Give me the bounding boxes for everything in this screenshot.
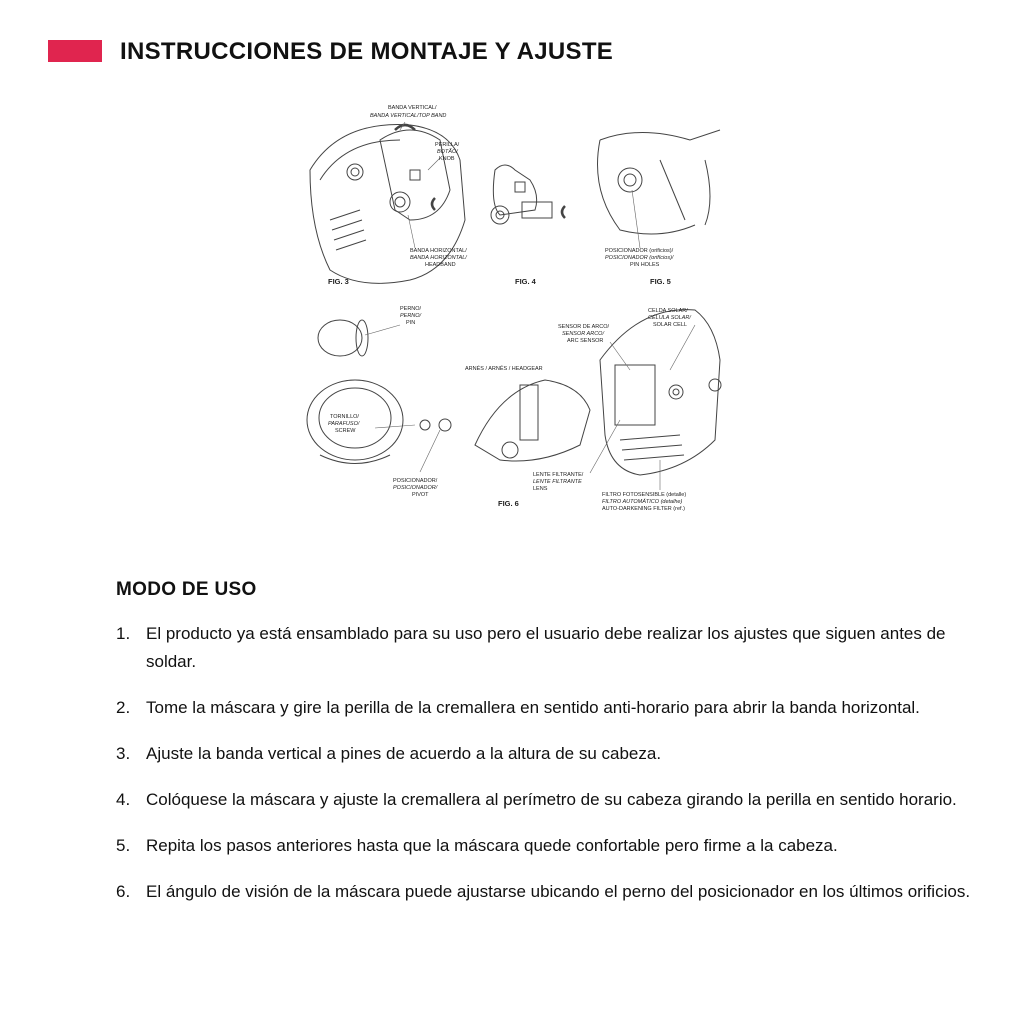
label-solar-cell-1: CELDA SOLAR/ [648, 308, 688, 314]
list-item [116, 832, 996, 860]
assembly-diagram [300, 100, 740, 520]
label-arc-sensor-3: ARC SENSOR [567, 338, 604, 344]
fig4-label: FIG. 4 [515, 277, 536, 286]
label-arc-sensor-2: SENSOR ARCO/ [562, 331, 604, 337]
step-text: Ajuste la banda vertical a pines de acuerdo a la altura de su cabeza. [146, 744, 662, 763]
fig4-ratchet-drawing [491, 165, 565, 224]
step-number: 6. [116, 882, 131, 901]
label-headband-3: HEADBAND [425, 262, 456, 268]
label-headgear: ARNÉS / ARNÊS / HEADGEAR [465, 366, 543, 372]
label-pivot-3: PIVOT [412, 492, 429, 498]
label-pin-holes-2: POSICIONADOR (orifícios)/ [605, 255, 674, 261]
label-knob-2: BOTÃO/ [437, 149, 458, 155]
fig6-headgear-drawing [475, 380, 590, 461]
label-pivot-1: POSICIONADOR/ [393, 478, 438, 484]
label-filter-3: AUTO-DARKENING FILTER (ref.) [602, 506, 685, 512]
label-filter-1: FILTRO FOTOSENSIBLE (detalle) [602, 492, 687, 498]
step-text: El ángulo de visión de la máscara puede ajustarse ubicando el perno del posicionador en los últimos orificios. [146, 882, 971, 901]
label-lens-3: LENS [533, 486, 548, 492]
label-headband-2: BANDA HORIZONTAL/ [410, 255, 467, 261]
step-number: 2. [116, 698, 131, 717]
step-number: 1. [116, 624, 131, 643]
step-number: 5. [116, 836, 131, 855]
label-solar-cell-2: CÉLULA SOLAR/ [648, 315, 691, 321]
label-knob-1: PERILLA/ [435, 142, 460, 148]
step-text: Colóquese la máscara y ajuste la cremallera al perímetro de su cabeza girando la perilla en sentido horario. [146, 790, 957, 809]
label-lens-2: LENTE FILTRANTE [533, 479, 582, 485]
step-text: Tome la máscara y gire la perilla de la cremallera en sentido anti-horario para abrir la banda horizontal. [146, 698, 920, 717]
label-screw-2: PARAFUSO/ [328, 421, 360, 427]
fig6-label: FIG. 6 [498, 499, 519, 508]
label-pin-holes-1: POSICIONADOR (orificios)/ [605, 248, 674, 254]
fig5-label: FIG. 5 [650, 277, 671, 286]
fig6-helmet-drawing [600, 310, 721, 475]
label-headband-1: BANDA HORIZONTAL/ [410, 248, 467, 254]
list-item [116, 878, 996, 906]
fig3-label: FIG. 3 [328, 277, 349, 286]
usage-steps-list [116, 620, 996, 924]
step-number: 4. [116, 790, 131, 809]
fig5-pivot-drawing [598, 130, 721, 234]
page-title: INSTRUCCIONES DE MONTAJE Y AJUSTE [120, 38, 614, 65]
label-pin-holes-3: PIN HOLES [630, 262, 660, 268]
label-filter-2: FILTRO AUTOMÁTICO (detalhe) [602, 499, 683, 505]
label-screw-3: SCREW [335, 428, 356, 434]
section-accent-bar [48, 40, 102, 62]
label-lens-1: LENTE FILTRANTE/ [533, 472, 584, 478]
label-pin-3: PIN [406, 320, 416, 326]
label-pin-1: PERNO/ [400, 306, 422, 312]
pin-drawing [318, 320, 368, 356]
list-item [116, 620, 996, 676]
list-item [116, 694, 996, 722]
label-top-band-1: BANDA VERTICAL/ [388, 105, 437, 111]
label-pin-2: PERNO/ [400, 313, 422, 319]
label-screw-1: TORNILLO/ [330, 414, 359, 420]
list-item [116, 786, 996, 814]
label-arc-sensor-1: SENSOR DE ARCO/ [558, 324, 610, 330]
step-text: Repita los pasos anteriores hasta que la máscara quede confortable pero firme a la cabeza. [146, 836, 838, 855]
label-top-band-2: BANDA VERTICAL/TOP BAND [370, 113, 447, 119]
step-number: 3. [116, 744, 131, 763]
usage-heading: MODO DE USO [116, 579, 257, 600]
label-solar-cell-3: SOLAR CELL [653, 322, 687, 328]
label-pivot-2: POSICIONADOR/ [393, 485, 438, 491]
step-text: El producto ya está ensamblado para su uso pero el usuario debe realizar los ajustes que siguen antes de soldar. [146, 624, 946, 671]
list-item [116, 740, 996, 768]
label-knob-3: KNOB [439, 156, 455, 162]
